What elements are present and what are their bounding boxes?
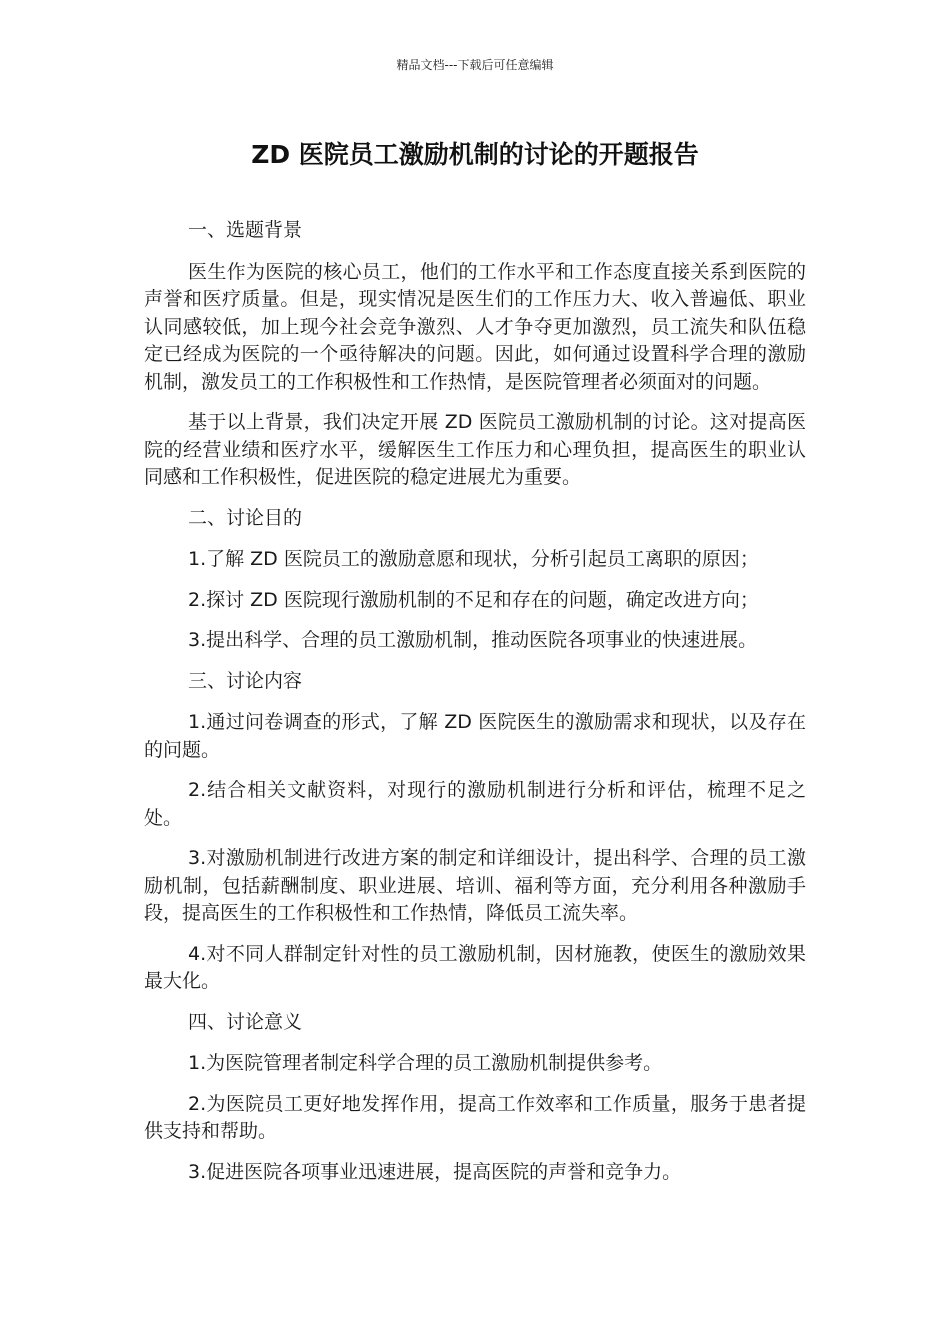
- section-heading-significance: 四、讨论意义: [188, 1010, 303, 1033]
- section-heading-purpose: 二、讨论目的: [188, 506, 303, 529]
- page-title: ZD 医院员工激励机制的讨论的开题报告: [251, 140, 699, 169]
- purpose-item-1: 1.了解 ZD 医院员工的激励意愿和现状，分析引起员工离职的原因；: [188, 548, 759, 570]
- paragraph-background-1: 医生作为医院的核心员工，他们的工作水平和工作态度直接关系到医院的声誉和医疗质量。但是，现实情况是医生们的工作压力大、收入普遍低、职业认同感较低，加上现今社会竞争激烈、人才争夺更加激烈，员工流失和队伍稳定已经成为医院的一个亟待解决的问题。因此，如何通过设置科学合理的激励机制，激发员工的工作积极性和工作热情，是医院管理者必须面对的问题。: [144, 260, 806, 393]
- purpose-item-2: 2.探讨 ZD 医院现行激励机制的不足和存在的问题，确定改进方向；: [188, 588, 759, 611]
- content-item-3: 3.对激励机制进行改进方案的制定和详细设计，提出科学、合理的员工激励机制，包括薪酬制度、职业进展、培训、福利等方面，充分利用各种激励手段，提高医生的工作积极性和工作热情，降低员工流失率。: [144, 847, 806, 924]
- purpose-item-3: 3.提出科学、合理的员工激励机制，推动医院各项事业的快速进展。: [188, 629, 758, 651]
- section-heading-content: 三、讨论内容: [188, 669, 303, 692]
- section-heading-background: 一、选题背景: [188, 219, 303, 241]
- paragraph-background-2: 基于以上背景，我们决定开展 ZD 医院员工激励机制的讨论。这对提高医院的经营业绩和医疗水平，缓解医生工作压力和心理负担，提高医生的职业认同感和工作积极性，促进医院的稳定进展尤为重要。: [144, 411, 806, 488]
- document-body: [144, 217, 806, 1199]
- content-item-1: 1.通过问卷调查的形式，了解 ZD 医院医生的激励需求和现状，以及存在的问题。: [144, 711, 806, 761]
- header-note: 精品文档---下载后可任意编辑: [396, 58, 554, 72]
- content-item-4: 4.对不同人群制定针对性的员工激励机制，因材施教，使医生的激励效果最大化。: [144, 942, 806, 992]
- content-item-2: 2.结合相关文献资料，对现行的激励机制进行分析和评估，梳理不足之处。: [144, 779, 806, 829]
- significance-item-2: 2.为医院员工更好地发挥作用，提高工作效率和工作质量，服务于患者提供支持和帮助。: [144, 1092, 806, 1142]
- significance-item-1: 1.为医院管理者制定科学合理的员工激励机制提供参考。: [188, 1052, 663, 1074]
- significance-item-3: 3.促进医院各项事业迅速进展，提高医院的声誉和竞争力。: [188, 1160, 682, 1183]
